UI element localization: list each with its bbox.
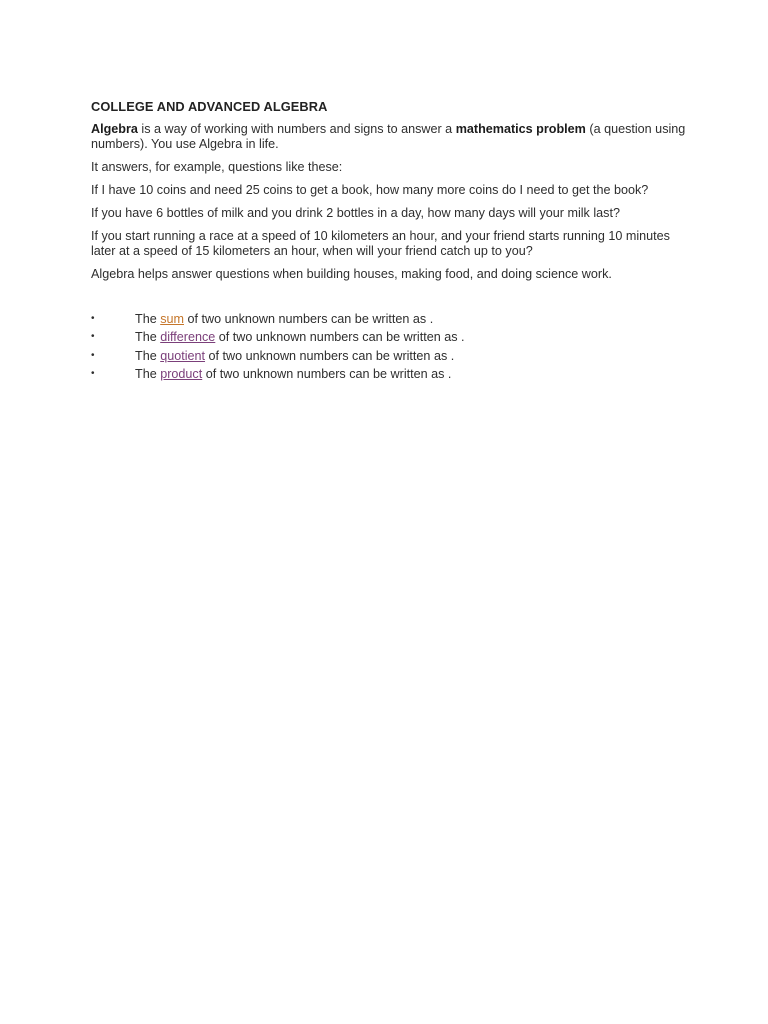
paragraph-coins-question: If I have 10 coins and need 25 coins to get a book, how many more coins do I need to get the book? [91,183,649,197]
list-item-suffix: of two unknown numbers can be written as . [184,312,434,326]
list-item-quotient [91,348,691,366]
list-item-difference [91,329,691,347]
bullet-icon: • [91,349,95,361]
paragraph-algebra-uses: Algebra helps answer questions when building houses, making food, and doing science work. [91,267,612,281]
document-body [91,99,691,384]
list-item-prefix: The [135,312,161,326]
intro-paragraph [91,122,691,152]
list-item-product [91,366,691,384]
link-difference[interactable]: difference [160,330,216,345]
link-quotient[interactable]: quotient [160,348,206,363]
document-title: COLLEGE AND ADVANCED ALGEBRA [91,99,328,114]
list-item-suffix: of two unknown numbers can be written as . [215,330,465,345]
list-item-suffix: of two unknown numbers can be written as . [202,366,452,381]
operations-list [91,311,691,384]
intro-text-1: is a way of working with numbers and signs to answer a [137,122,456,136]
list-item-prefix: The [135,330,161,345]
list-item-suffix: of two unknown numbers can be written as . [205,348,455,363]
paragraph-milk-question: If you have 6 bottles of milk and you drink 2 bottles in a day, how many days will your milk last? [91,206,620,220]
bullet-icon: • [91,313,95,324]
paragraph-race-question: If you start running a race at a speed of 10 kilometers an hour, and your friend starts running 10 minutes later at a speed of 15 kilometers an hour, when will your friend catch up to you? [91,229,670,258]
link-product[interactable]: product [160,366,203,381]
list-item-sum [91,311,691,329]
list-item-prefix: The [135,348,161,363]
paragraph-examples-intro: It answers, for example, questions like these: [91,160,343,174]
term-algebra: Algebra [91,122,138,136]
list-item-prefix: The [135,366,161,381]
bullet-icon: • [91,367,95,379]
bullet-icon: • [91,331,95,343]
term-mathematics-problem: mathematics problem [455,122,586,136]
link-sum[interactable]: sum [160,312,184,326]
intro-text-2: (a question using numbers). You use Algebra in life. [91,122,686,151]
